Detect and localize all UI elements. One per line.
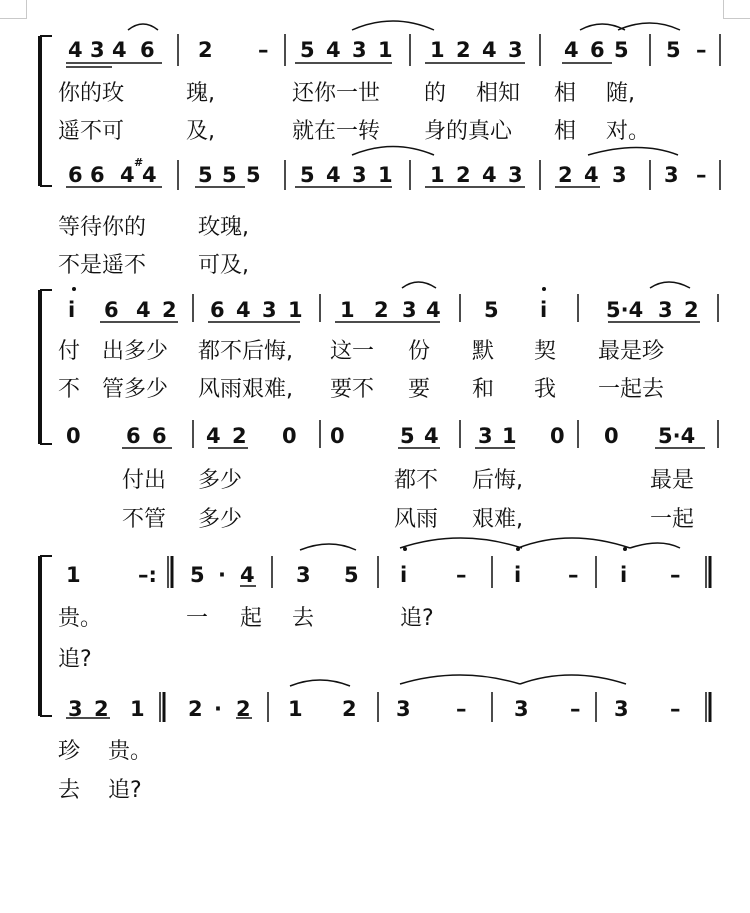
lyric: 起 (240, 606, 263, 631)
lyric: 默 (472, 339, 495, 364)
system-1-bracket (40, 36, 52, 186)
note: 6 (152, 424, 167, 448)
note: 2 (456, 38, 471, 62)
note: 4 (136, 298, 151, 322)
lyric: 份 (408, 339, 431, 364)
note: – (456, 697, 467, 721)
note: 3 (614, 697, 629, 721)
note: 2 (456, 163, 471, 187)
note: i (400, 563, 408, 587)
lyric: 追? (400, 606, 434, 631)
note: 4 (236, 298, 251, 322)
lyric: 的 (424, 81, 447, 106)
note: 5 (666, 38, 681, 62)
note: 3 (612, 163, 627, 187)
note: 2 (162, 298, 177, 322)
system-3-bracket (40, 556, 52, 716)
note: 0 (330, 424, 345, 448)
lyric: 我 (534, 377, 557, 402)
note: 1 (502, 424, 517, 448)
lyric: 追? (108, 778, 142, 803)
lyric: 一起 (650, 507, 695, 532)
lyric: 不管 (122, 507, 167, 532)
lyric: 后悔, (472, 468, 523, 493)
lyric: 你的玫 (58, 81, 125, 106)
note: 3 (68, 697, 83, 721)
lyric: 和 (472, 377, 495, 402)
lyric: 及, (186, 119, 215, 144)
note: – (570, 697, 581, 721)
lyric: 管多少 (102, 377, 169, 402)
note: 3 (508, 38, 523, 62)
note: 2 (684, 298, 699, 322)
sharp-sign: # (134, 156, 144, 169)
system-2-ties (402, 282, 690, 288)
lyric: 艰难, (472, 507, 523, 532)
note: 1 (378, 163, 393, 187)
lyric: 这一 (330, 339, 375, 364)
lyric: 不是遥不 (58, 253, 147, 278)
note: 1 (130, 697, 145, 721)
note: 4 (426, 298, 441, 322)
note: 5 (222, 163, 237, 187)
note: – (258, 38, 269, 62)
lyric: 相知 (476, 81, 521, 106)
lyric: 就在一转 (292, 119, 381, 144)
lyric: 贵。 (108, 739, 153, 764)
note: 3 (262, 298, 277, 322)
note: 4 (482, 163, 497, 187)
lyric: 付 (58, 339, 81, 364)
note: i (540, 298, 548, 322)
note: 3 (664, 163, 679, 187)
note: 4 (424, 424, 439, 448)
note: 3 (352, 163, 367, 187)
note: 5 (300, 163, 315, 187)
note: · (214, 697, 222, 721)
note: 4 (326, 38, 341, 62)
system-3-ties (290, 538, 680, 686)
lyric: 多少 (198, 507, 243, 532)
note: 4 (326, 163, 341, 187)
note: 1 (288, 298, 303, 322)
note: 4 (482, 38, 497, 62)
note: 6 (590, 38, 605, 62)
lyric: 相 (554, 119, 577, 144)
lyric: 珍 (58, 739, 81, 764)
lyric: 可及, (198, 253, 249, 278)
note: 0 (66, 424, 81, 448)
note: 4 (564, 38, 579, 62)
lyric: 身的真心 (424, 119, 513, 144)
lyric: 瑰, (186, 81, 215, 106)
note: – (456, 563, 467, 587)
note: 4 (142, 163, 157, 187)
note: 5 (246, 163, 261, 187)
note: 5 (300, 38, 315, 62)
note: 3 (296, 563, 311, 587)
note: 4 (206, 424, 221, 448)
note: i (68, 298, 76, 322)
lyric: 去 (292, 606, 315, 631)
lyric: 风雨艰难, (198, 377, 293, 402)
lyric: 付出 (122, 468, 167, 493)
lyric: 还你一世 (292, 81, 381, 106)
note: – (696, 38, 707, 62)
note: – (670, 563, 681, 587)
lyric: 相 (554, 81, 577, 106)
lyric: 等待你的 (58, 215, 147, 240)
note: 2 (188, 697, 203, 721)
note: 2 (374, 298, 389, 322)
note: 5 (190, 563, 205, 587)
note: 1 (340, 298, 355, 322)
note: 6 (104, 298, 119, 322)
note: 4 (240, 563, 255, 587)
note: 0 (282, 424, 297, 448)
note: i (620, 563, 628, 587)
lyric: 契 (534, 339, 557, 364)
lyric: 一 (186, 606, 209, 631)
note: 3 (658, 298, 673, 322)
note: 6 (140, 38, 155, 62)
note: 4 (112, 38, 127, 62)
note: 2 (232, 424, 247, 448)
lyric: 玫瑰, (198, 215, 249, 240)
note: 2 (342, 697, 357, 721)
lyric: 要不 (330, 377, 375, 402)
note: 6 (90, 163, 105, 187)
note: 6 (210, 298, 225, 322)
lyric: 最是珍 (598, 339, 665, 364)
lyric: 不 (58, 377, 81, 402)
note: 0 (604, 424, 619, 448)
lyric: 对。 (606, 119, 651, 144)
lyric: 遥不可 (58, 119, 125, 144)
note: · (218, 563, 226, 587)
note: i (514, 563, 522, 587)
note: – (696, 163, 707, 187)
lyric: 去 (58, 778, 81, 803)
note: 6 (126, 424, 141, 448)
lyric: 风雨 (394, 507, 439, 532)
lyric: 最是 (650, 468, 695, 493)
note: 4 (68, 38, 83, 62)
lyric: 贵。 (58, 606, 103, 631)
note: 4 (584, 163, 599, 187)
lyric: 一起去 (598, 377, 665, 402)
note: 3 (514, 697, 529, 721)
system-2-bracket (40, 290, 52, 444)
note: 3 (478, 424, 493, 448)
note: 3 (508, 163, 523, 187)
note: 5 (614, 38, 629, 62)
note: 4 (120, 163, 135, 187)
lyric: 追? (58, 647, 92, 672)
note: 5 (400, 424, 415, 448)
note: –: (138, 563, 157, 587)
note: 3 (396, 697, 411, 721)
note: 3 (90, 38, 105, 62)
lyric: 多少 (198, 468, 243, 493)
note: 1 (288, 697, 303, 721)
lyric: 要 (408, 377, 431, 402)
note: 5·4 (606, 298, 644, 322)
note: 2 (198, 38, 213, 62)
note: 1 (378, 38, 393, 62)
note: 5·4 (658, 424, 696, 448)
note: – (670, 697, 681, 721)
note: 2 (236, 697, 251, 721)
note: 0 (550, 424, 565, 448)
note: 5 (198, 163, 213, 187)
note: 3 (352, 38, 367, 62)
note: 5 (484, 298, 499, 322)
note: 1 (430, 38, 445, 62)
note: 2 (94, 697, 109, 721)
lyric: 随, (606, 81, 635, 106)
lyric: 出多少 (102, 339, 169, 364)
note: 1 (66, 563, 81, 587)
note: 5 (344, 563, 359, 587)
note: 6 (68, 163, 83, 187)
note: – (568, 563, 579, 587)
note: 3 (402, 298, 417, 322)
lyric: 都不 (394, 468, 439, 493)
note: 1 (430, 163, 445, 187)
note: 2 (558, 163, 573, 187)
lyric: 都不后悔, (198, 339, 293, 364)
